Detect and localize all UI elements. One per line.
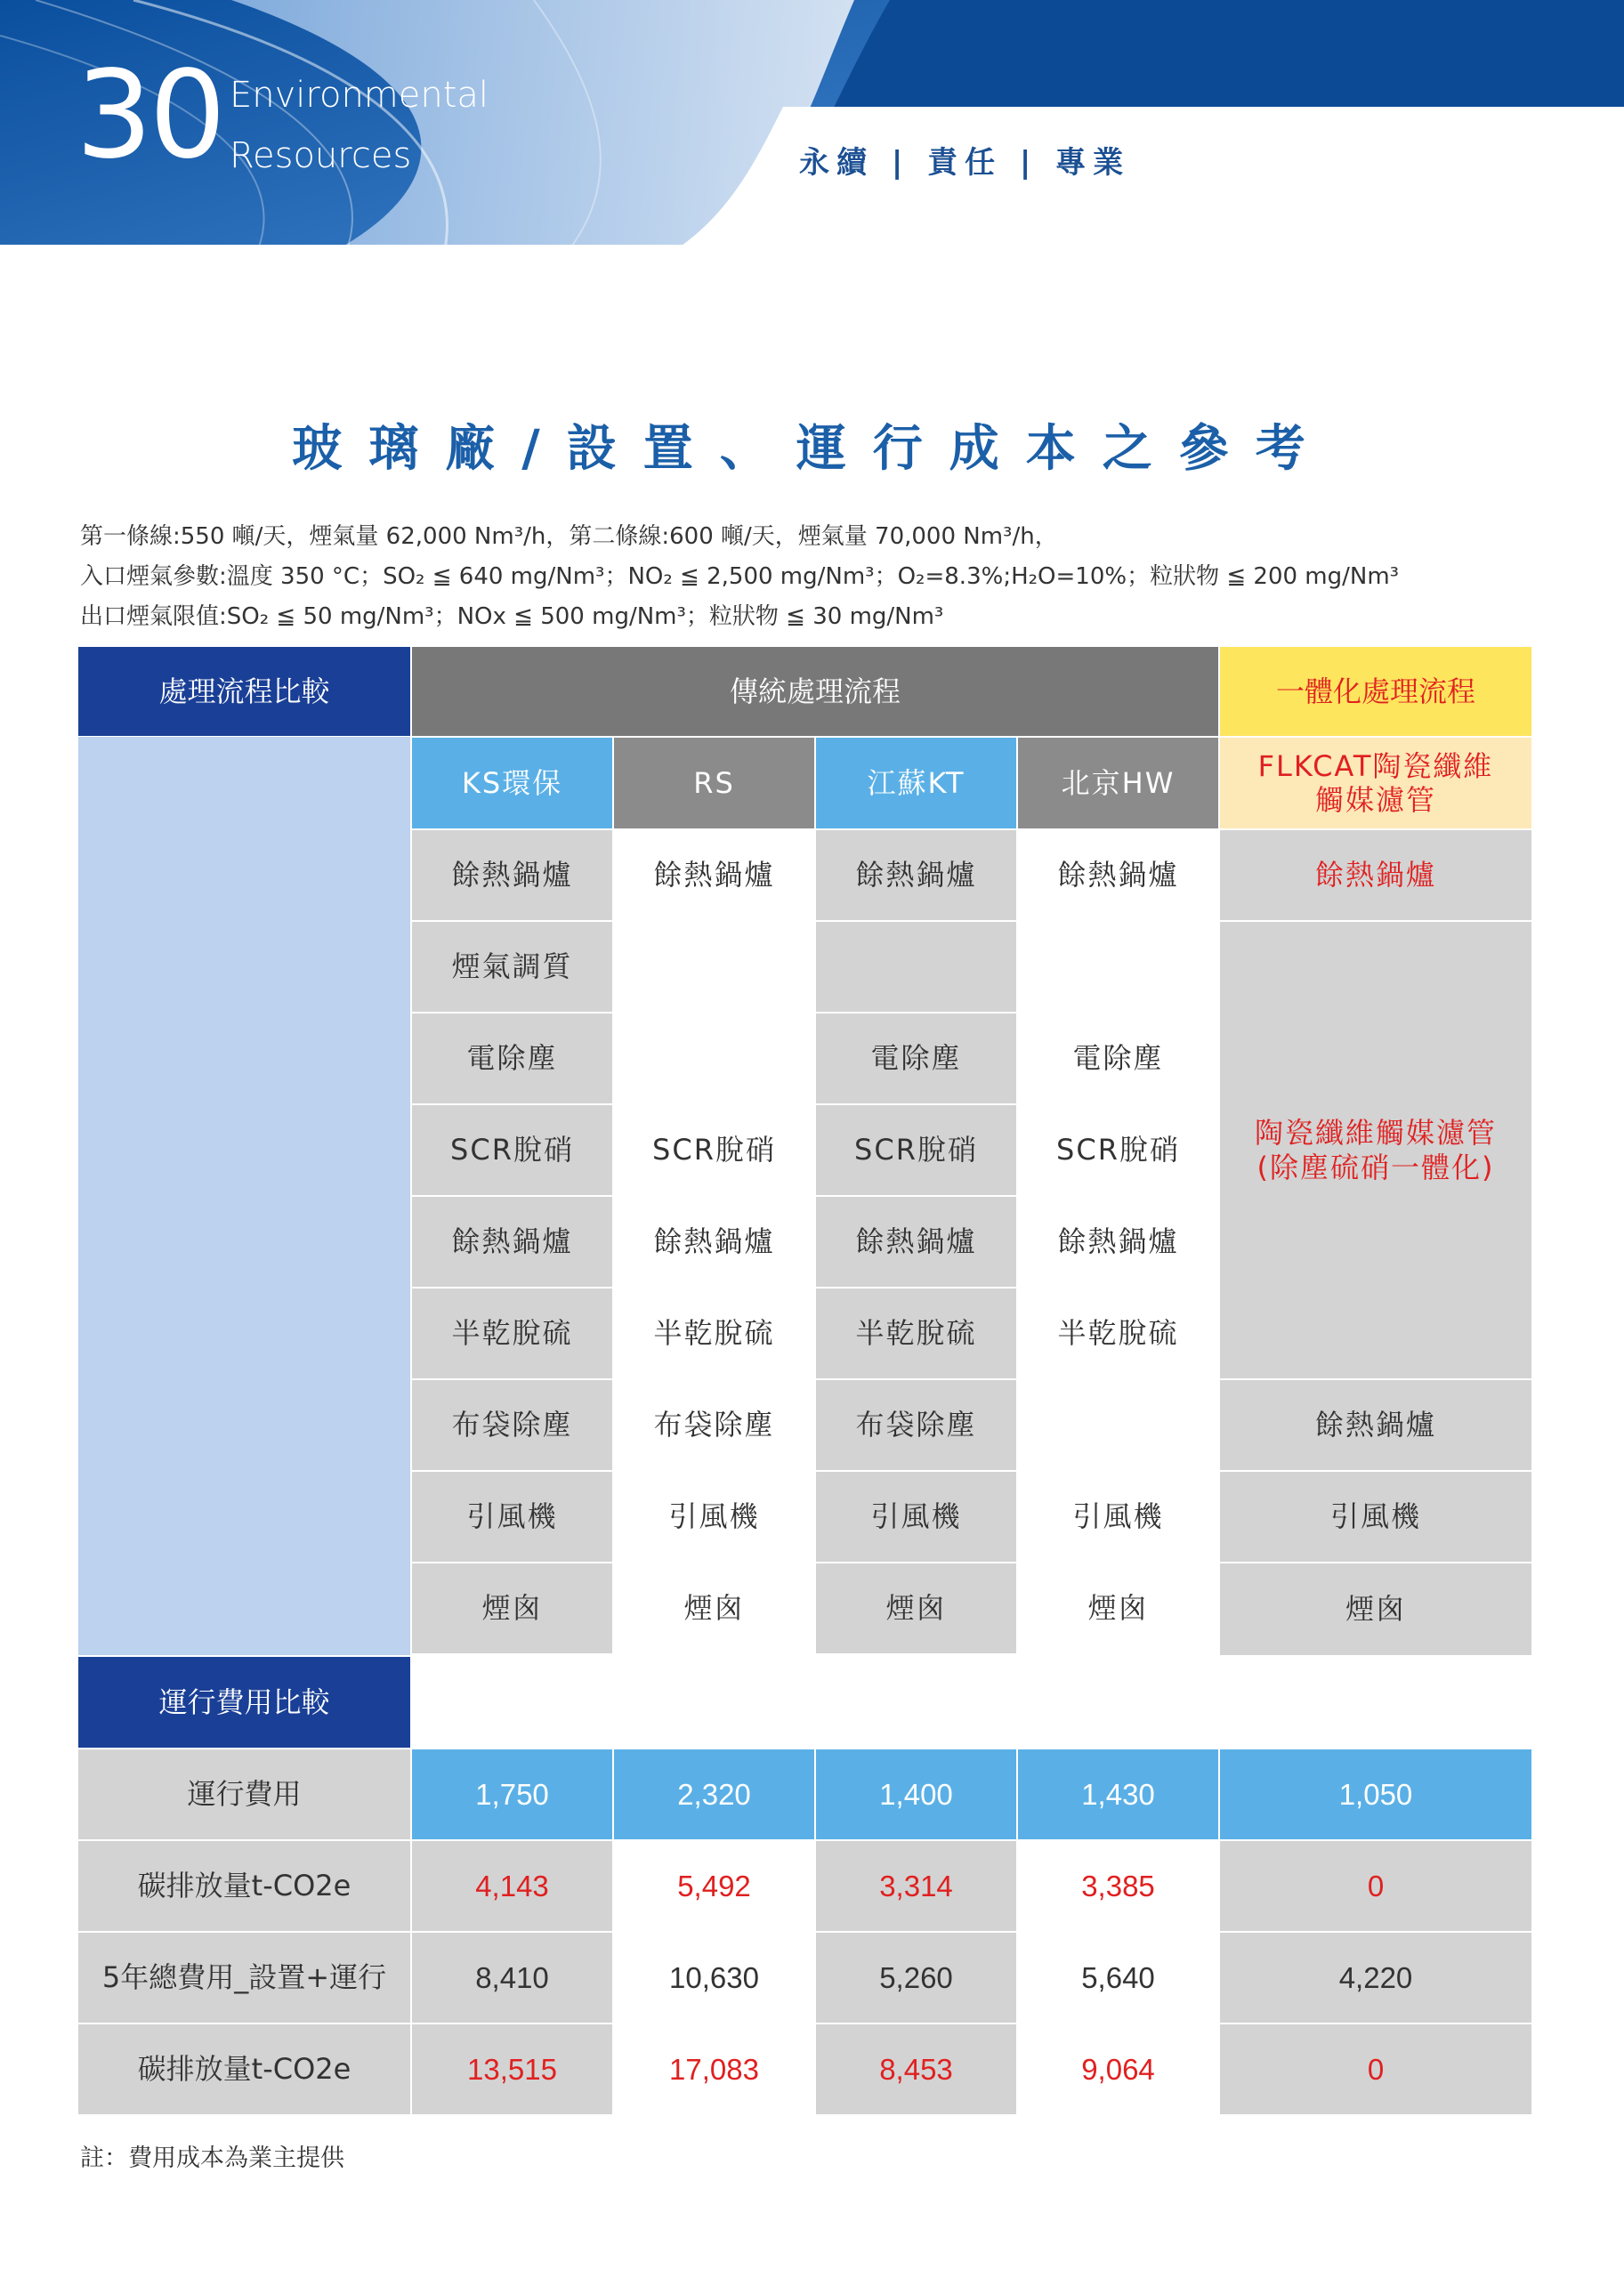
process-cell: SCR脫硝 — [412, 1105, 612, 1195]
column-header-rs: RS — [614, 738, 814, 828]
cost-row-label: 碳排放量t-CO2e — [78, 2024, 410, 2114]
integrated-step-first: 餘熱鍋爐 — [1220, 830, 1531, 920]
process-cell: 半乾脫硫 — [412, 1288, 612, 1378]
process-cell — [614, 922, 814, 1012]
process-cell: 餘熱鍋爐 — [816, 830, 1016, 920]
process-cell: 半乾脫硫 — [1018, 1288, 1218, 1378]
process-cell: 引風機 — [412, 1472, 612, 1562]
cost-value-cell: 2,320 — [614, 1749, 814, 1839]
process-cell: SCR脫硝 — [816, 1105, 1016, 1195]
process-cell: SCR脫硝 — [614, 1105, 814, 1195]
process-cell: 布袋除塵 — [816, 1380, 1016, 1470]
process-cell: 半乾脫硫 — [614, 1288, 814, 1378]
cost-value-cell: 9,064 — [1018, 2024, 1218, 2114]
page-header — [0, 0, 1624, 249]
section-title-line2: Resources — [230, 135, 412, 176]
column-header-jiangsu-kt: 江蘇KT — [816, 738, 1016, 828]
process-cell: 布袋除塵 — [614, 1380, 814, 1470]
process-cell — [1018, 922, 1218, 1012]
process-cell: 煙囪 — [614, 1563, 814, 1653]
intro-line-2: 入口煙氣參數:溫度 350 °C；SO₂ ≦ 640 mg/Nm³；NO₂ ≦ 2,500 mg/Nm³；O₂=8.3%;H₂O=10%；粒狀物 ≦ 200 mg/Nm³ — [80, 563, 1400, 590]
process-label-band — [78, 737, 410, 1655]
page-title: 玻璃廠/設置、運行成本之參考 — [292, 420, 1332, 478]
page-number: 30 — [76, 45, 223, 186]
cost-row-label: 運行費用 — [78, 1749, 410, 1839]
cost-value-cell: 3,385 — [1018, 1841, 1218, 1931]
column-header-ks: KS環保 — [412, 738, 612, 828]
cost-value-cell: 13,515 — [412, 2024, 612, 2114]
header-wave-graphic — [0, 0, 1624, 249]
cost-value-cell: 0 — [1220, 1841, 1531, 1931]
cost-value-cell: 1,750 — [412, 1749, 612, 1839]
cost-value-cell: 8,410 — [412, 1933, 612, 2023]
intro-line-3: 出口煙氣限值:SO₂ ≦ 50 mg/Nm³；NOx ≦ 500 mg/Nm³；粒狀物 ≦ 30 mg/Nm³ — [80, 603, 944, 630]
footnote: 註：費用成本為業主提供 — [80, 2145, 344, 2172]
integrated-process-header: 一體化處理流程 — [1220, 647, 1531, 736]
process-cell: 餘熱鍋爐 — [1018, 830, 1218, 920]
cost-value-cell: 1,050 — [1220, 1749, 1531, 1839]
process-cell — [816, 922, 1016, 1012]
traditional-process-header: 傳統處理流程 — [412, 647, 1218, 736]
cost-compare-header: 運行費用比較 — [78, 1657, 410, 1748]
process-cell: 引風機 — [1018, 1472, 1218, 1562]
cost-value-cell: 10,630 — [614, 1933, 814, 2023]
process-cell: 引風機 — [614, 1472, 814, 1562]
process-cell: 煙囪 — [1018, 1563, 1218, 1653]
process-cell: 布袋除塵 — [412, 1380, 612, 1470]
cost-value-cell: 1,430 — [1018, 1749, 1218, 1839]
process-cell: 餘熱鍋爐 — [816, 1197, 1016, 1287]
cost-value-cell: 1,400 — [816, 1749, 1016, 1839]
process-cell: 餘熱鍋爐 — [614, 830, 814, 920]
integrated-step-after-2: 引風機 — [1220, 1472, 1531, 1562]
process-cell: 餘熱鍋爐 — [1018, 1197, 1218, 1287]
cost-row-label: 碳排放量t-CO2e — [78, 1841, 410, 1931]
process-cell: 餘熱鍋爐 — [614, 1197, 814, 1287]
cost-value-cell: 5,640 — [1018, 1933, 1218, 2023]
cost-value-cell: 5,260 — [816, 1933, 1016, 2023]
process-cell: 煙囪 — [412, 1563, 612, 1653]
cost-value-cell: 3,314 — [816, 1841, 1016, 1931]
section-title-line1: Environmental — [230, 75, 489, 116]
column-header-beijing-hw: 北京HW — [1018, 738, 1218, 828]
integrated-step-after-1: 餘熱鍋爐 — [1220, 1380, 1531, 1470]
integrated-merged-line-2: (除塵硫硝一體化) — [1256, 1150, 1495, 1184]
process-cell: 電除塵 — [816, 1014, 1016, 1103]
cost-value-cell: 0 — [1220, 2024, 1531, 2114]
process-cell: 餘熱鍋爐 — [412, 1197, 612, 1287]
cost-row-label: 5年總費用_設置+運行 — [78, 1933, 410, 2023]
integrated-merged-line-1: 陶瓷纖維觸媒濾管 — [1254, 1116, 1497, 1151]
integrated-step-after-3: 煙囪 — [1220, 1563, 1531, 1655]
process-cell: 餘熱鍋爐 — [412, 830, 612, 920]
column-header-flkcat: FLKCAT陶瓷纖維觸媒濾管 — [1220, 738, 1531, 828]
process-cell: 電除塵 — [1018, 1014, 1218, 1103]
process-cell: SCR脫硝 — [1018, 1105, 1218, 1195]
cost-value-cell: 8,453 — [816, 2024, 1016, 2114]
intro-line-1: 第一條線:550 噸/天，煙氣量 62,000 Nm³/h，第二條線:600 噸/天，煙氣量 70,000 Nm³/h， — [80, 523, 1058, 550]
process-cell: 電除塵 — [412, 1014, 612, 1103]
cost-value-cell: 4,143 — [412, 1841, 612, 1931]
process-cell: 引風機 — [816, 1472, 1016, 1562]
process-cell: 煙囪 — [816, 1563, 1016, 1653]
process-cell: 煙氣調質 — [412, 922, 612, 1012]
process-cell: 半乾脫硫 — [816, 1288, 1016, 1378]
process-compare-header: 處理流程比較 — [78, 647, 410, 736]
integrated-step-merged — [1220, 922, 1531, 1378]
slogan: 永續 | 責任 | 專業 — [799, 145, 1131, 181]
cost-value-cell: 4,220 — [1220, 1933, 1531, 2023]
process-cell — [1018, 1380, 1218, 1470]
cost-value-cell: 17,083 — [614, 2024, 814, 2114]
process-cell — [614, 1014, 814, 1103]
cost-value-cell: 5,492 — [614, 1841, 814, 1931]
